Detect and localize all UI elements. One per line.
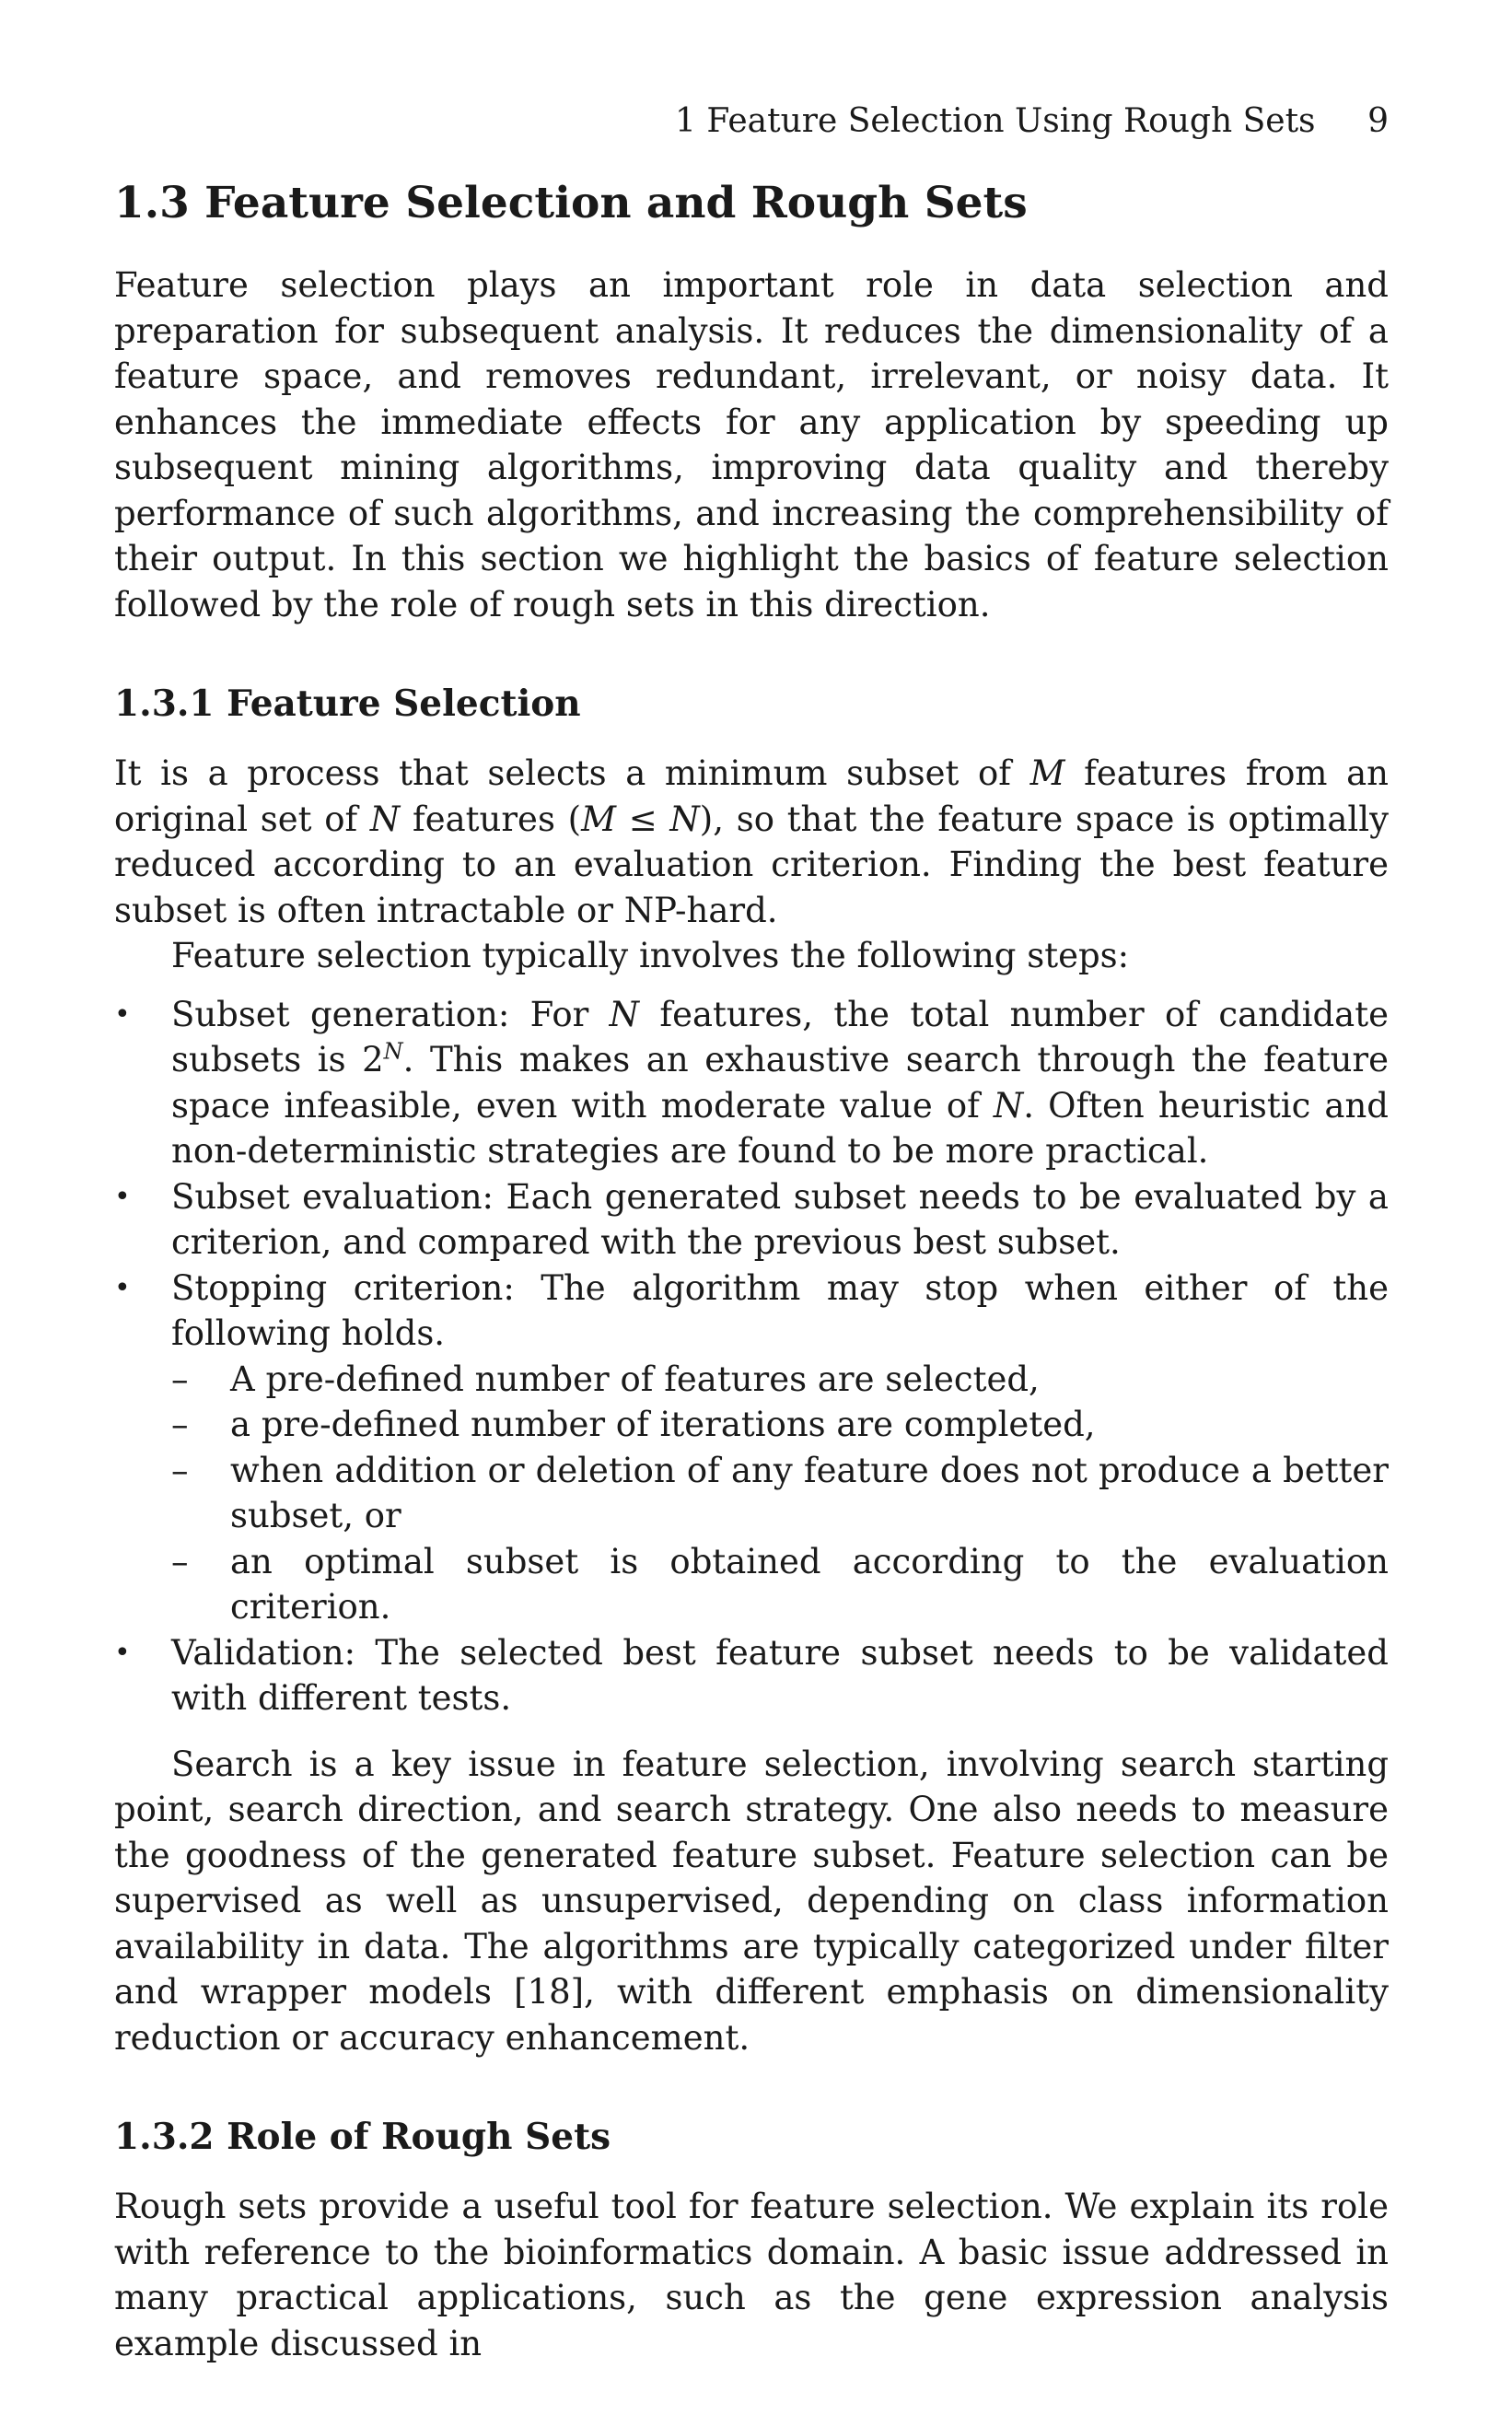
stopping-conditions-list xyxy=(171,1357,1389,1630)
math-variable-n: N xyxy=(609,994,640,1034)
list-item-subset-evaluation xyxy=(114,1174,1389,1266)
math-variable-m: M xyxy=(581,799,616,839)
text-run: A pre-defined number of features are selected, xyxy=(230,1359,1040,1399)
math-variable-n: N xyxy=(993,1085,1024,1126)
math-variable-n: N xyxy=(669,799,700,839)
text-run: features, the total number of candidate subsets is 2 xyxy=(171,994,1389,1079)
list-item-validation xyxy=(114,1630,1389,1721)
feature-selection-definition-paragraph xyxy=(114,751,1389,933)
search-paragraph: Search is a key issue in feature selection, involving search starting point, search direction, and search strategy. One also needs to measure the goodness of the generated feature subset. Feature selection can be supervised as well as unsupervised, depending on class information availability in data. The algorithms are typically categorized under filter and wrapper models [18], with different emphasis on dimensionality reduction or accuracy enhancement. xyxy=(114,1744,1389,2058)
dash-icon: – xyxy=(171,1541,189,1581)
text-run: Validation: The selected best feature subset needs to be validated with different tests. xyxy=(171,1632,1389,1718)
text-run: . Often heuristic and non-deterministic strategies are found to be more practical. xyxy=(171,1085,1389,1171)
text-run: Subset evaluation: Each generated subset needs to be evaluated by a criterion, and compared with the previous best subset. xyxy=(171,1176,1389,1262)
list-item-condition xyxy=(171,1539,1389,1630)
text-run: when addition or deletion of any feature does not produce a better subset, or xyxy=(230,1450,1389,1535)
subsection-heading-feature-selection: 1.3.1 Feature Selection xyxy=(114,682,581,725)
list-item-condition xyxy=(171,1357,1389,1403)
list-item-subset-generation xyxy=(114,992,1389,1174)
text-run: an optimal subset is obtained according to the evaluation criterion. xyxy=(230,1541,1389,1627)
bullet-icon: • xyxy=(114,1636,131,1669)
math-exponent-n: N xyxy=(383,1038,403,1065)
text-run: Stopping criterion: The algorithm may stop when either of the following holds. xyxy=(171,1267,1389,1353)
math-variable-n: N xyxy=(369,799,401,839)
section-heading: 1.3 Feature Selection and Rough Sets xyxy=(114,178,1028,228)
text-run: features ( xyxy=(400,799,582,839)
list-item-condition xyxy=(171,1402,1389,1448)
subsection-heading-role-of-rough-sets: 1.3.2 Role of Rough Sets xyxy=(114,2116,611,2158)
text-run: Subset generation: For xyxy=(171,994,610,1034)
text-run: . This makes an exhaustive search through the feature space infeasible, even with moderate value of xyxy=(171,1040,1389,1126)
page-number: 9 xyxy=(1367,102,1389,140)
math-relation: ≤ xyxy=(615,799,670,839)
text-run: ), so that the feature space is optimally reduced according to an evaluation criterion. Finding the best feature subset is often intractable or NP-hard. xyxy=(114,799,1389,930)
list-item-condition xyxy=(171,1448,1389,1539)
text-run: features from an original set of xyxy=(114,753,1390,839)
text-run: It is a process that selects a minimum subset of xyxy=(114,753,1030,793)
dash-icon: – xyxy=(171,1405,189,1444)
bullet-icon: • xyxy=(114,998,131,1031)
text-run: a pre-defined number of iterations are completed, xyxy=(230,1405,1096,1444)
running-head-title: 1 Feature Selection Using Rough Sets xyxy=(675,102,1316,140)
dash-icon: – xyxy=(171,1450,189,1490)
bullet-icon: • xyxy=(114,1271,131,1304)
bullet-icon: • xyxy=(114,1180,131,1213)
steps-list xyxy=(114,992,1389,1721)
page-body xyxy=(114,170,1389,2366)
dash-icon: – xyxy=(171,1359,189,1399)
math-variable-m: M xyxy=(1029,753,1065,793)
section-intro-paragraph: Feature selection plays an important role in data selection and preparation for subsequent analysis. It reduces the dimensionality of a feature space, and removes redundant, irrelevant, or noisy data. It enhances the immediate effects for any application by speeding up subsequent mining algorithms, improving data quality and thereby performance of such algorithms, and increasing the comprehensibility of their output. In this section we highlight the basics of feature selection followed by the role of rough sets in this direction. xyxy=(114,265,1389,624)
rough-sets-paragraph: Rough sets provide a useful tool for feature selection. We explain its role with reference to the bioinformatics domain. A basic issue addressed in many practical applications, such as the gene expression analysis example discussed in xyxy=(114,2187,1389,2363)
steps-intro-paragraph: Feature selection typically involves the following steps: xyxy=(171,936,1130,975)
list-item-stopping-criterion xyxy=(114,1266,1389,1630)
